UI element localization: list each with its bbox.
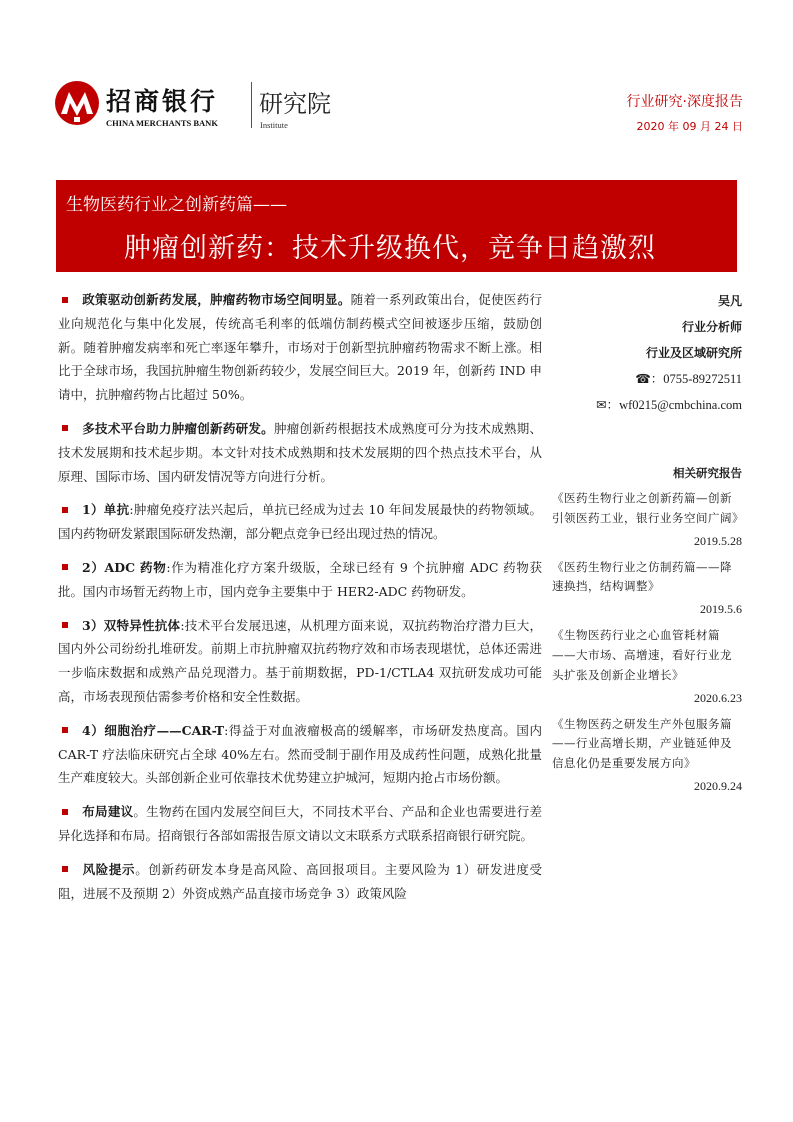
sidebar [552,288,742,796]
author-role: 行业分析师 [681,320,742,334]
paragraph-text: 随着一系列政策出台，促使医药行业向规范化与集中化发展，传统高毛利率的低端仿制药模式空间被逐步压缩，鼓励创新。随着肿瘤发病率和死亡率逐年攀升，市场对于创新型抗肿瘤药物需求不断上涨。相比于全球市场，我国抗肿瘤生物创新药较少，发展空间巨大。2019 年，创新药 IND 申请中，抗肿瘤药物占比超过 50%。 [58,292,542,403]
summary-paragraph [58,417,542,488]
bullet-icon [62,809,68,815]
bullet-icon [62,727,68,733]
bullet-icon [62,866,68,872]
summary-paragraph [58,800,542,848]
summary-paragraph [58,556,542,604]
bullet-icon [62,622,68,628]
paragraph-lead: 2）ADC 药物 [82,559,167,575]
bullet-icon [62,425,68,431]
related-report-title[interactable]: 《生物医药之研发生产外包服务篇——行业高增长期，产业链延伸及信息化仍是重要发展方向》 [552,716,732,771]
bullet-icon [62,507,68,513]
related-report-title[interactable]: 《医药生物行业之仿制药篇——降速换挡，结构调整》 [552,559,732,594]
paragraph-lead: 3）双特异性抗体 [82,617,181,633]
report-type: 行业研究·深度报告 [626,94,743,110]
summary-paragraph [58,288,542,407]
summary-column [58,288,542,915]
related-report-date: 2019.5.28 [694,533,742,548]
bank-name-en: CHINA MERCHANTS BANK [106,118,218,128]
bank-name-cn: 招商银行 [106,87,219,116]
summary-paragraph [58,858,542,906]
paragraph-lead: 多技术平台助力肿瘤创新药研发。 [82,420,274,436]
cmb-logo-icon [54,80,100,126]
phone-row: ☎：0755-89272511 [635,372,742,386]
paragraph-lead: 风险提示 [82,861,136,877]
paragraph-text: 。生物药在国内发展空间巨大，不同技术平台、产品和企业也需要进行差异化选择和布局。招商银行各部如需报告原文请以文末联系方式联系招商银行研究院。 [58,804,542,843]
banner-subtitle: 生物医药行业之创新药篇—— [66,195,287,215]
report-date: 2020 年 09 月 24 日 [636,120,743,133]
paragraph-text: :得益于对血液瘤极高的缓解率，市场研发热度高。国内 CAR-T 疗法临床研究占全球 40%左右。然而受制于副作用及成药性问题，成熟化批量生产难度较大。头部创新企业可依靠技术优势建立护城河，短期内抢占市场份额。 [58,722,543,786]
paragraph-lead: 政策驱动创新药发展，肿瘤药物市场空间明显。 [82,292,351,307]
email-address[interactable]: wf0215@cmbchina.com [619,398,742,412]
related-report-date: 2019.5.6 [700,602,742,617]
paragraph-lead: 布局建议 [82,804,134,820]
related-reports-heading: 相关研究报告 [673,466,742,480]
email-icon: ✉ [596,398,607,412]
institute-name-cn: 研究院 [259,90,331,118]
bullet-icon [62,564,68,570]
summary-paragraph [58,498,542,546]
related-report-date: 2020.9.24 [694,778,742,793]
header-divider [251,82,252,128]
institute-name-en: Institute [260,120,288,130]
paragraph-text: :肿瘤免疫疗法兴起后，单抗已经成为过去 10 年间发展最快的药物领域。国内药物研发紧跟国际研发热潮，部分靶点竞争已经出现过热的情况。 [58,502,542,542]
author-name: 吴凡 [717,294,742,308]
paragraph-lead: 4）细胞治疗——CAR-T [82,722,225,738]
paragraph-text: :技术平台发展迅速，从机理方面来说，双抗药物治疗潜力巨大，国内外公司纷纷扎堆研发。前期上市抗肿瘤双抗药物疗效和市场表现堪忧，总体还需进一步临床数据和成熟产品兑现潜力。基于前期数据，PD-1/CTLA4 双抗研发成功可能高，市场表现预估需参考价格和安全性数据。 [58,617,542,704]
phone-icon: ☎ [635,372,651,386]
paragraph-text: 。创新药研发本身是高风险、高回报项目。主要风险为 1）研发进度受阻，进展不及预期 2）外资成熟产品直接市场竞争 3）政策风险 [58,861,542,901]
report-title: 肿瘤创新药：技术升级换代，竞争日趋激烈 [124,233,656,264]
summary-paragraph [58,719,542,790]
paragraph-text: :作为精准化疗方案升级版，全球已经有 9 个抗肿瘤 ADC 药物获批。国内市场暂无药物上市，国内竞争主要集中于 HER2-ADC 药物研发。 [58,559,542,599]
related-report-date: 2020.6.23 [694,690,742,705]
author-dept: 行业及区域研究所 [645,346,742,360]
related-report-title[interactable]: 《医药生物行业之创新药篇—创新引领医药工业，银行业务空间广阔》 [552,491,744,525]
summary-paragraph [58,614,542,709]
related-report-title[interactable]: 《生物医药行业之心血管耗材篇——大市场、高增速，看好行业龙头扩张及创新企业增长》 [552,628,732,682]
email-row: ✉：wf0215@cmbchina.com [596,398,742,412]
phone-number: 0755-89272511 [663,372,742,386]
paragraph-lead: 1）单抗 [82,502,130,518]
bullet-icon [62,297,68,303]
paragraph-text: 肿瘤创新药根据技术成熟度可分为技术成熟期、技术发展期和技术起步期。本文针对技术成熟期和技术发展期的四个热点技术平台，从原理、国际市场、国内研发情况等方向进行分析。 [58,420,542,484]
